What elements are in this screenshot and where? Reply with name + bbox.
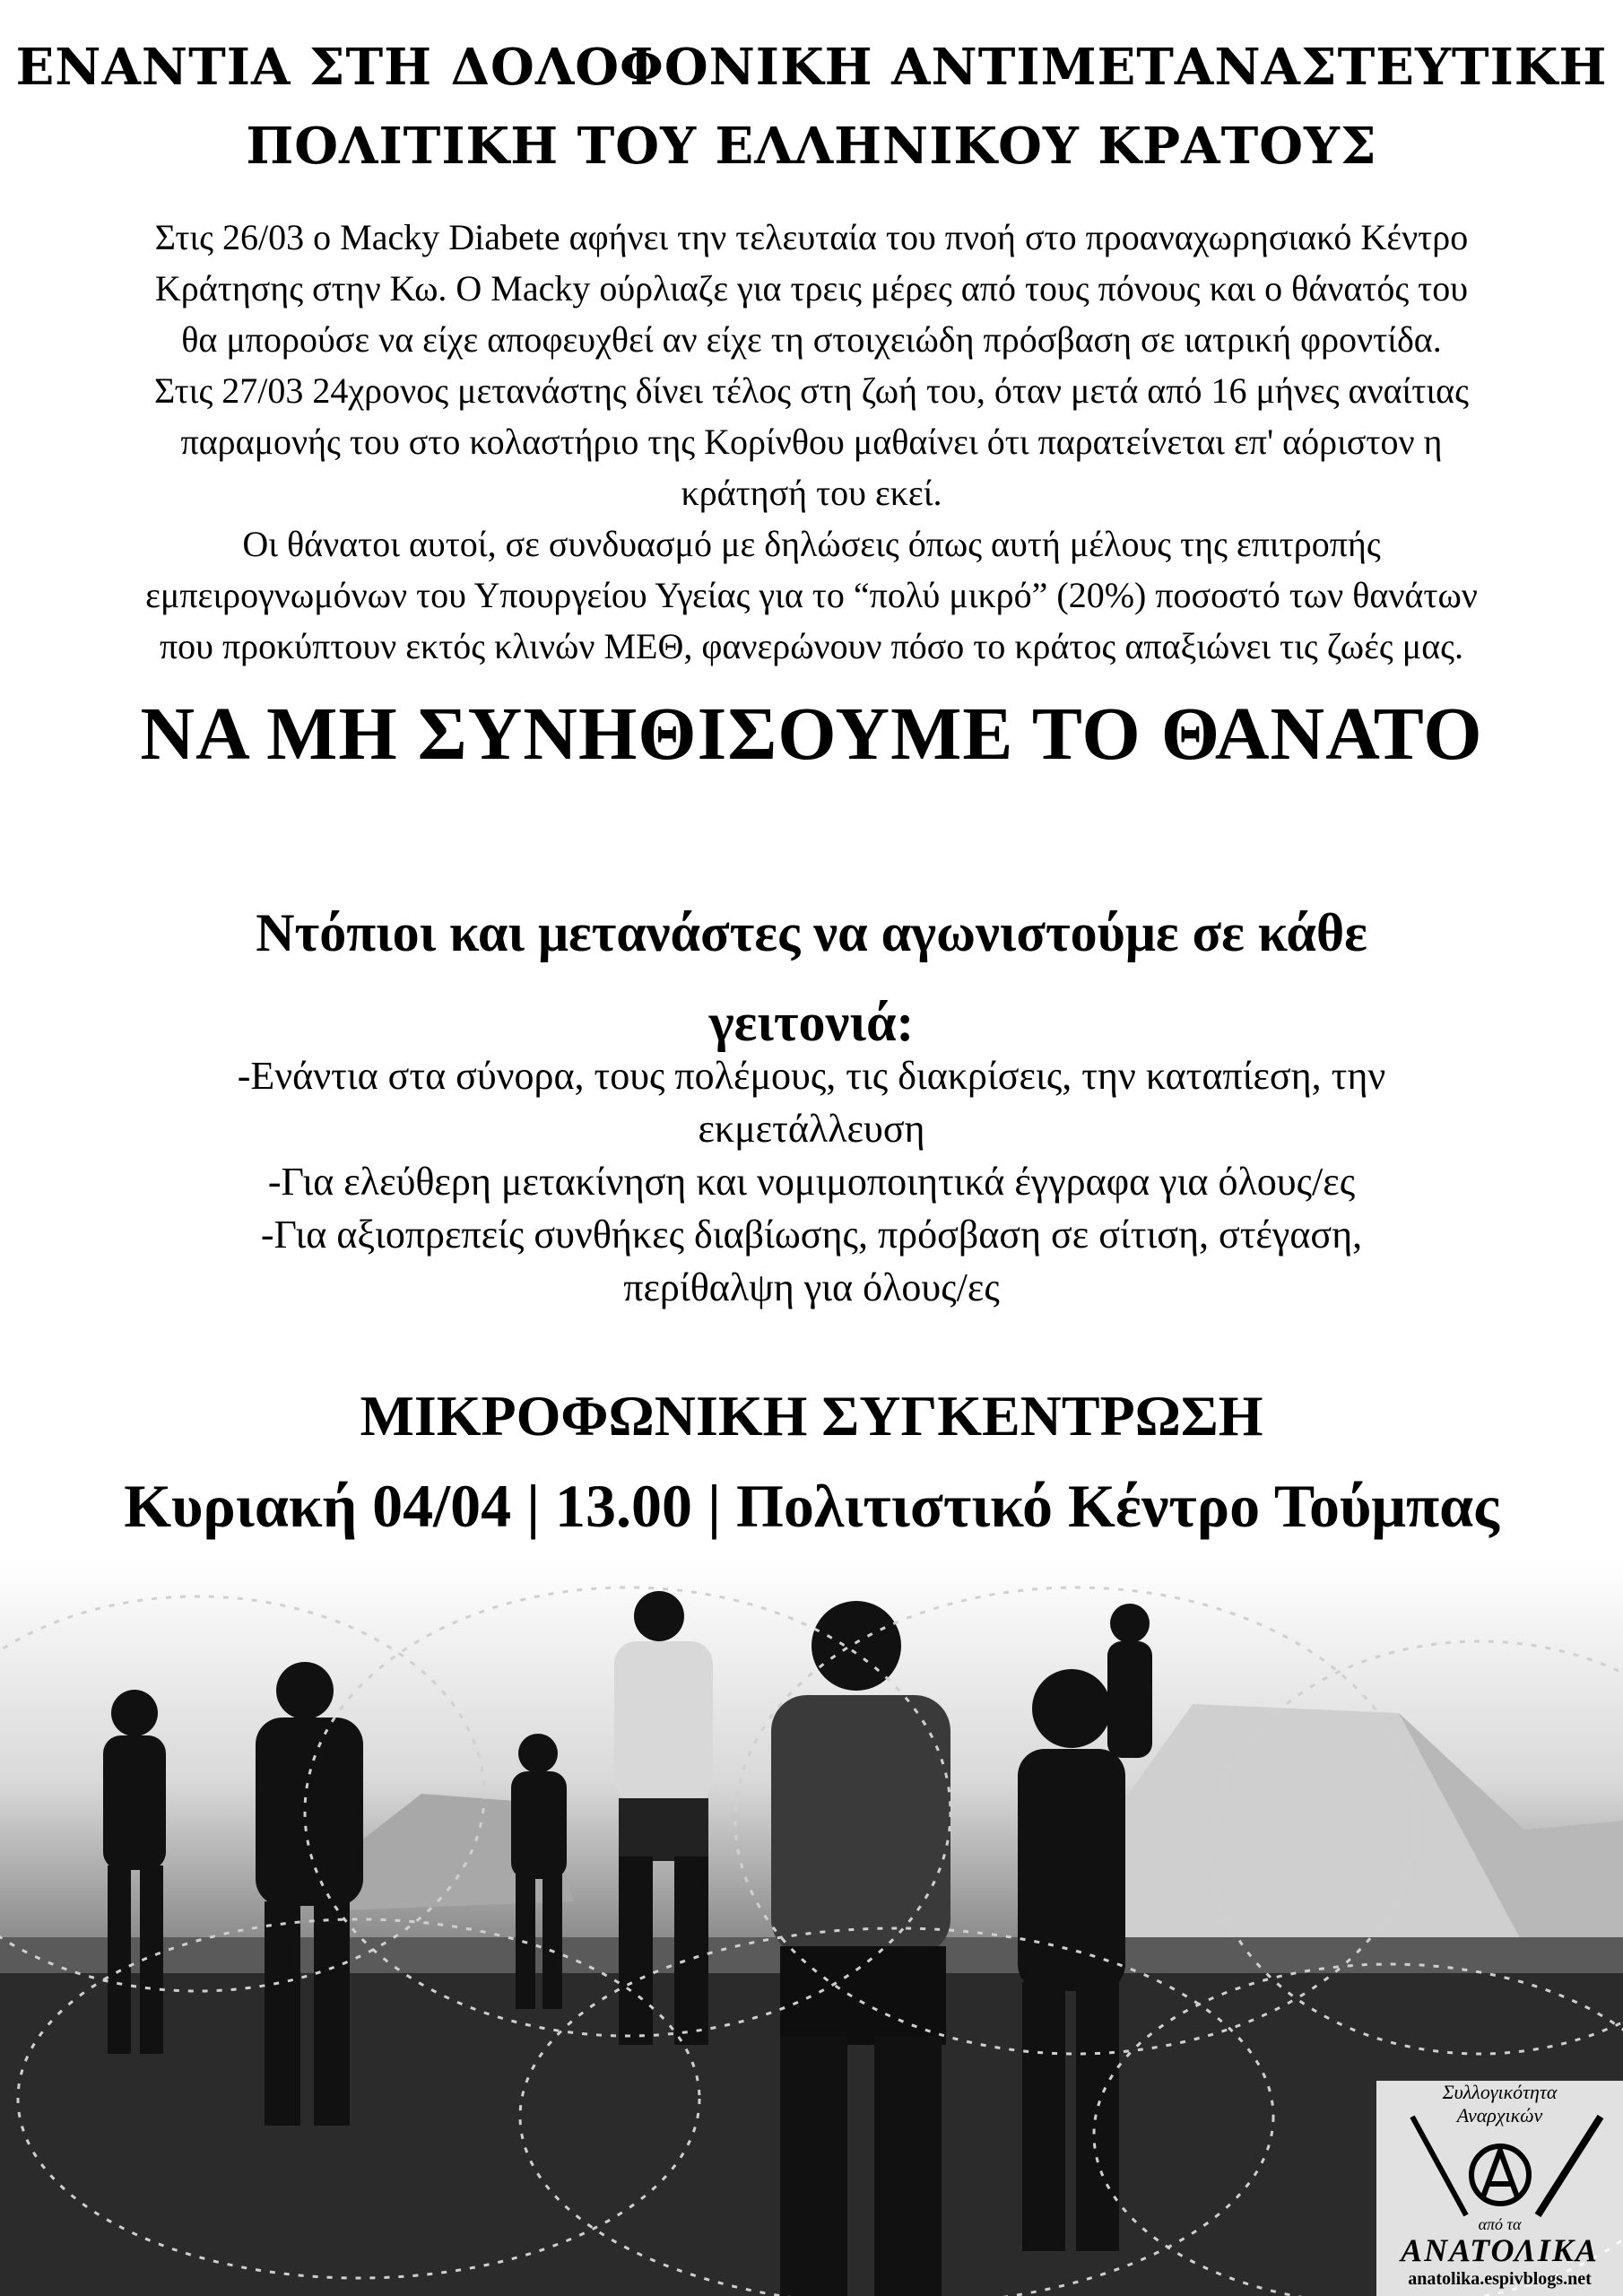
logo-text-line-2: Αναρχικών	[1456, 2104, 1543, 2126]
demand-line: -Για ελεύθερη μετακίνηση και νομιμοποιητικά έγγραφα για όλους/ες	[267, 1160, 1356, 1204]
intro-line: Στις 27/03 24χρονος μετανάστης δίνει τέλος στη ζωή του, όταν μετά από 16 μήνες αναίτιας	[154, 370, 1469, 411]
intro-line: παραμονής του στο κολαστήριο της Κορίνθου μαθαίνει ότι παρατείνεται επ' αόριστον η	[180, 422, 1443, 462]
event-title: ΜΙΚΡΟΦΩΝΙΚΗ ΣΥΓΚΕΝΤΡΩΣΗ	[360, 1384, 1263, 1448]
callout-line-2: γειτονιά:	[708, 993, 915, 1052]
intro-line: Οι θάνατοι αυτοί, σε συνδυασμό με δηλώσεις όπως αυτή μέλους της επιτροπής	[242, 524, 1381, 564]
demand-line: περίθαλψη για όλους/ες	[623, 1265, 1000, 1309]
demands-list	[54, 1049, 1569, 1314]
intro-paragraph	[18, 212, 1605, 672]
callout-line-1: Ντόπιοι και μετανάστες να αγωνιστούμε σε κάθε	[256, 903, 1367, 962]
intro-line: εμπειρογνωμόνων του Υπουργείου Υγείας για το “πολύ μικρό” (20%) ποσοστό των θανάτων	[145, 575, 1478, 615]
logo-text-line-3: από τα	[1478, 2215, 1522, 2233]
title-line-1: ΕΝΑΝΤΙΑ ΣΤΗ ΔΟΛΟΦΟΝΙΚΗ ΑΝΤΙΜΕΤΑΝΑΣΤΕΥΤΙΚΗ	[15, 38, 1608, 97]
demand-line: -Για αξιοπρεπείς συνθήκες διαβίωσης, πρόσβαση σε σίτιση, στέγαση,	[260, 1213, 1363, 1257]
event-info: Κυριακή 04/04 | 13.00 | Πολιτιστικό Κέντρο Τούμπας	[124, 1472, 1499, 1540]
intro-line: θα μπορούσε να είχε αποφευχθεί αν είχε τη στοιχειώδη πρόσβαση σε ιατρική φροντίδα.	[181, 319, 1442, 360]
callout	[161, 888, 1462, 1067]
quill-icon	[1412, 2117, 1466, 2215]
organization-logo	[1376, 2081, 1623, 2296]
logo-text-line-1: Συλλογικότητα	[1442, 2081, 1558, 2103]
intro-line: κράτησή του εκεί.	[681, 473, 942, 513]
logo-name: ΑΝΑΤΟΛΙΚΑ	[1401, 2232, 1599, 2268]
demand-line: εκμετάλλευση	[698, 1107, 925, 1151]
intro-line: Κράτησης στην Κω. Ο Macky ούρλιαζε για τρεις μέρες από τους πόνους και ο θάνατός του	[154, 268, 1469, 309]
logo-url: anatolika.espivblogs.net	[1408, 2269, 1592, 2289]
hammer-icon	[1538, 2117, 1601, 2215]
title-line-2: ΠΟΛΙΤΙΚΗ ΤΟΥ ΕΛΛΗΝΙΚΟΥ ΚΡΑΤΟΥΣ	[246, 117, 1377, 176]
slogan: ΝΑ ΜΗ ΣΥΝΗΘΙΣΟΥΜΕ ΤΟ ΘΑΝΑΤΟ	[140, 692, 1483, 776]
intro-line: που προκύπτουν εκτός κλινών ΜΕΘ, φανερώνουν πόσο το κράτος απαξιώνει τις ζωές μας.	[159, 626, 1464, 666]
intro-line: Στις 26/03 ο Macky Diabete αφήνει την τελευταία του πνοή στο προαναχωρησιακό Κέντρο	[154, 217, 1469, 257]
demand-line: -Ενάντια στα σύνορα, τους πολέμους, τις διακρίσεις, την καταπίεση, την	[237, 1054, 1386, 1098]
